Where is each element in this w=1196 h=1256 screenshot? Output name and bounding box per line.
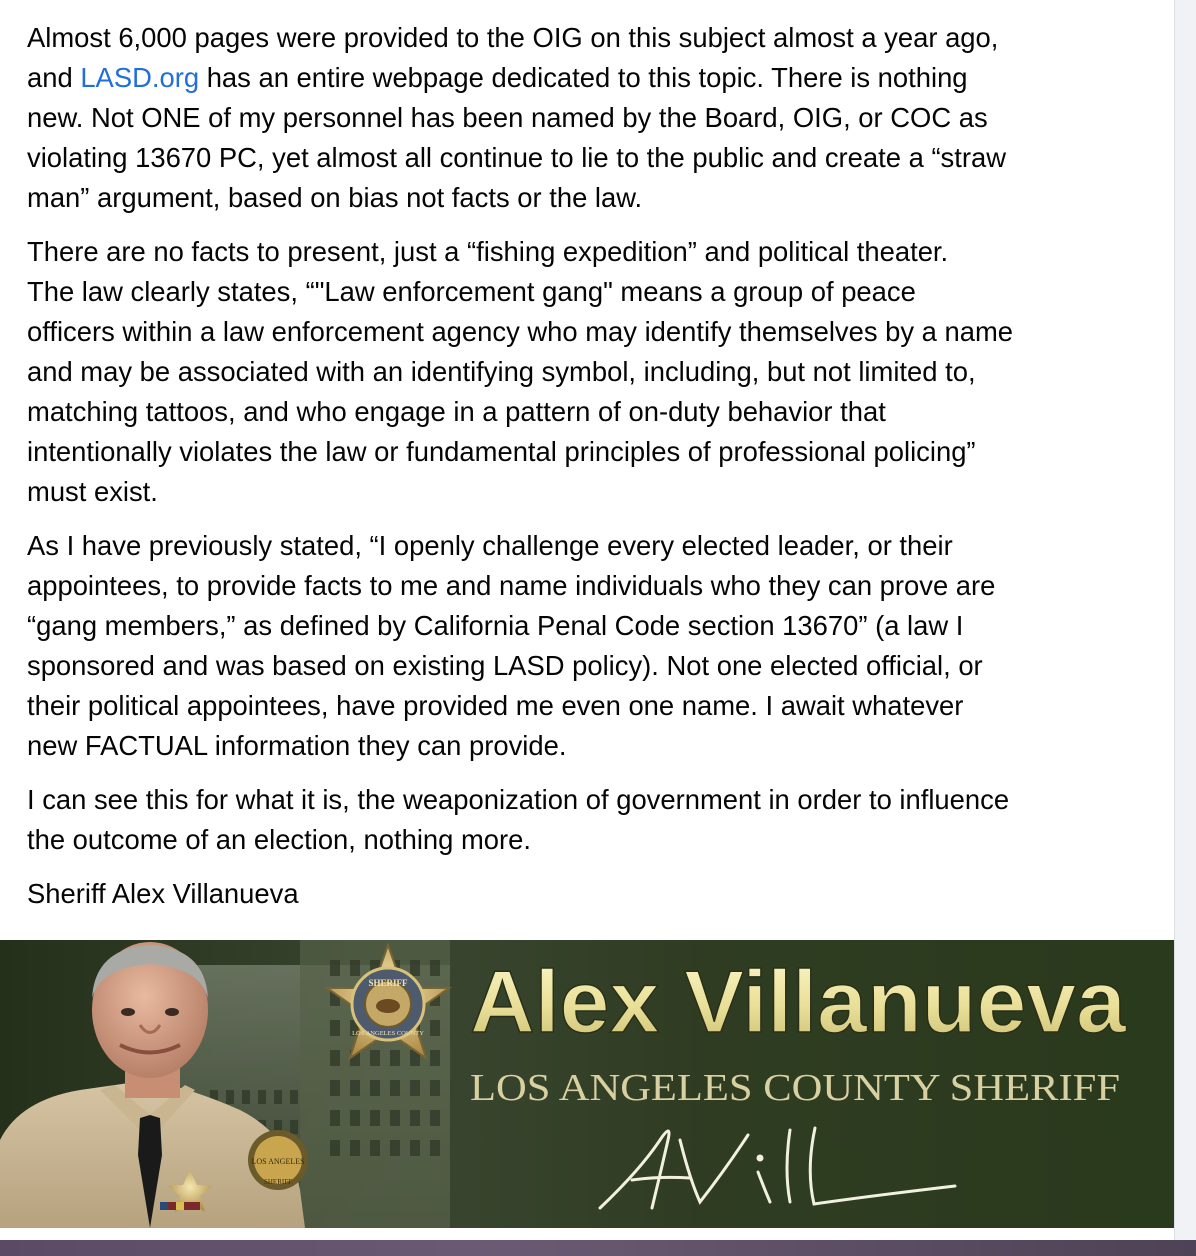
shoulder-patch-text: LOS ANGELES: [251, 1157, 305, 1166]
post-paragraph-1: [27, 18, 1167, 218]
shoulder-patch-bottom-text: SHERIFF: [263, 1178, 293, 1186]
post-bottom-spacer: [0, 1228, 1174, 1240]
banner-name-title: Alex Villanueva: [470, 952, 1128, 1051]
post-paragraph-2: There are no facts to present, just a “fishing expedition” and political theater. The law clearly states, “"Law enforcement gang" means a group of peace officers within a law enforcement agency who may identify themselves by a name and may be associated with an identifying symbol, including, but not limited to, matching tattoos, and who engage in a pattern of on-duty behavior that intentionally violates the law or fundamental principles of professional policing” must exist.: [27, 236, 1014, 507]
paragraph-1-text-end: has an entire webpage dedicated to this topic. There is nothing new. Not ONE of my personnel has been named by the Board, OIG, or COC as violating 13670 PC, yet almost all continue to lie to the public and create a “straw man” argument, based on bias not facts or the law.: [27, 62, 1007, 213]
banner-subtitle: Los Angeles County Sheriff: [470, 1067, 1120, 1109]
lasd-link[interactable]: LASD.org: [80, 62, 200, 93]
campaign-banner-image[interactable]: [0, 940, 1174, 1228]
window-bottom-edge: [0, 1240, 1196, 1256]
badge-county-text: LOS ANGELES COUNTY: [352, 1030, 424, 1037]
paragraph-1-text-start: Almost 6,000 pages were provided to the OIG on this subject almost a year ago, and: [27, 22, 999, 93]
badge-sheriff-text: SHERIFF: [368, 978, 408, 988]
feed-right-gutter: [1174, 0, 1196, 1256]
post-paragraph-3: As I have previously stated, “I openly challenge every elected leader, or their appointees, to provide facts to me and name individuals who they can prove are “gang members,” as defined by California Penal Code section 13670” (a law I sponsored and was based on existing LASD policy). Not one elected official, or their political appointees, have provided me even one name. I await whatever new FACTUAL information they can provide.: [27, 530, 996, 761]
post-signature: Sheriff Alex Villanueva: [27, 878, 299, 909]
post-body: [27, 18, 1167, 928]
post-paragraph-4: I can see this for what it is, the weaponization of government in order to influence the outcome of an election, nothing more.: [27, 784, 1010, 855]
